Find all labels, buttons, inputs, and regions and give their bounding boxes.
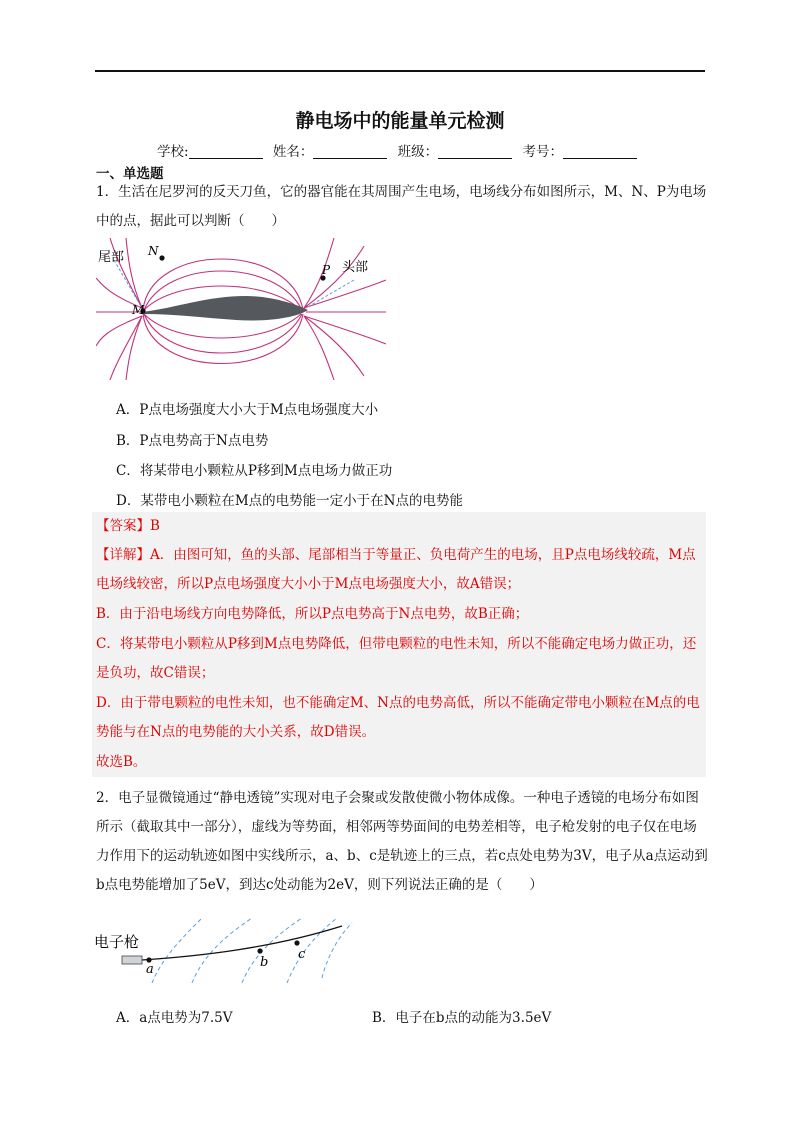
q1-option-a[interactable]: A．P点电场强度大小大于M点电场强度大小 xyxy=(116,402,379,418)
number-label: 考号： xyxy=(522,144,563,160)
question-1-stem: 1．生活在尼罗河的反天刀鱼，它的器官能在其周围产生电场，电场线分布如图所示，M、N、P为电场中的点，据此可以判断（ ） xyxy=(96,184,707,229)
head-label: 头部 xyxy=(342,260,369,275)
point-b-label: b xyxy=(260,955,269,970)
section-heading: 一、单选题 xyxy=(96,166,164,182)
tail-label: 尾部 xyxy=(98,250,125,265)
point-a-label: a xyxy=(146,962,154,977)
number-blank[interactable] xyxy=(563,144,637,159)
electron-lens-figure xyxy=(92,918,362,988)
point-p-label: P xyxy=(322,263,331,277)
electron-gun-label: 电子枪 xyxy=(94,933,140,951)
school-label: 学校: xyxy=(157,144,189,160)
q1-answer: 【答案】B xyxy=(96,518,160,534)
q1-conclusion: 故选B。 xyxy=(96,754,147,770)
q2-option-a[interactable]: A．a点电势为7.5V xyxy=(116,1010,233,1026)
class-blank[interactable] xyxy=(438,144,512,159)
q1-explanation-b: B．由于沿电场线方向电势降低，所以P点电势高于N点电势，故B正确； xyxy=(96,606,529,622)
fish-field-figure xyxy=(96,238,386,380)
point-c-label: c xyxy=(298,947,306,962)
q1-explanation-c: C．将某带电小颗粒从P移到M点电势降低，但带电颗粒的电性未知，所以不能确定电场力做正功，还是负功，故C错误； xyxy=(96,636,697,681)
class-label: 班级： xyxy=(397,144,439,160)
student-info-line xyxy=(0,140,800,160)
q2-option-b[interactable]: B．电子在b点的动能为3.5eV xyxy=(372,1010,552,1026)
q1-option-c[interactable]: C．将某带电小颗粒从P移到M点电场力做正功 xyxy=(116,463,393,479)
question-2-stem: 2．电子显微镜通过“静电透镜”实现对电子会聚或发散使微小物体成像。一种电子透镜的电场分布如图所示（截取其中一部分），虚线为等势面，相邻两等势面间的电势差相等，电子枪发射的电子仅在电场力作用下的运动轨迹如图中实线所示，a、b、c是轨迹上的三点，若c点处电势为3V，电子从a点运动到b点电势能增加了5eV，到达c处动能为2eV，则下列说法正确的是（ ） xyxy=(96,790,708,893)
header-rule xyxy=(95,70,705,72)
q1-explanation-d: D．由于带电颗粒的电性未知，也不能确定M、N点的电势高低，所以不能确定带电小颗粒在M点的电势能与在N点的电势能的大小关系，故D错误。 xyxy=(96,695,700,740)
point-n-label: N xyxy=(148,244,159,258)
q1-option-b[interactable]: B．P点电势高于N点电势 xyxy=(116,433,269,449)
name-blank[interactable] xyxy=(313,144,387,159)
name-label: 姓名： xyxy=(272,144,314,160)
q1-option-d[interactable]: D．某带电小颗粒在M点的电势能一定小于在N点的电势能 xyxy=(116,493,463,509)
school-blank[interactable] xyxy=(189,144,263,159)
point-m-label: M xyxy=(132,303,145,317)
q1-explanation-a: 【详解】A．由图可知，鱼的头部、尾部相当于等量正、负电荷产生的电场，且P点电场线较疏，M点电场线较密，所以P点电场强度大小小于M点电场强度大小，故A错误； xyxy=(96,547,696,592)
page-title: 静电场中的能量单元检测 xyxy=(295,110,505,132)
